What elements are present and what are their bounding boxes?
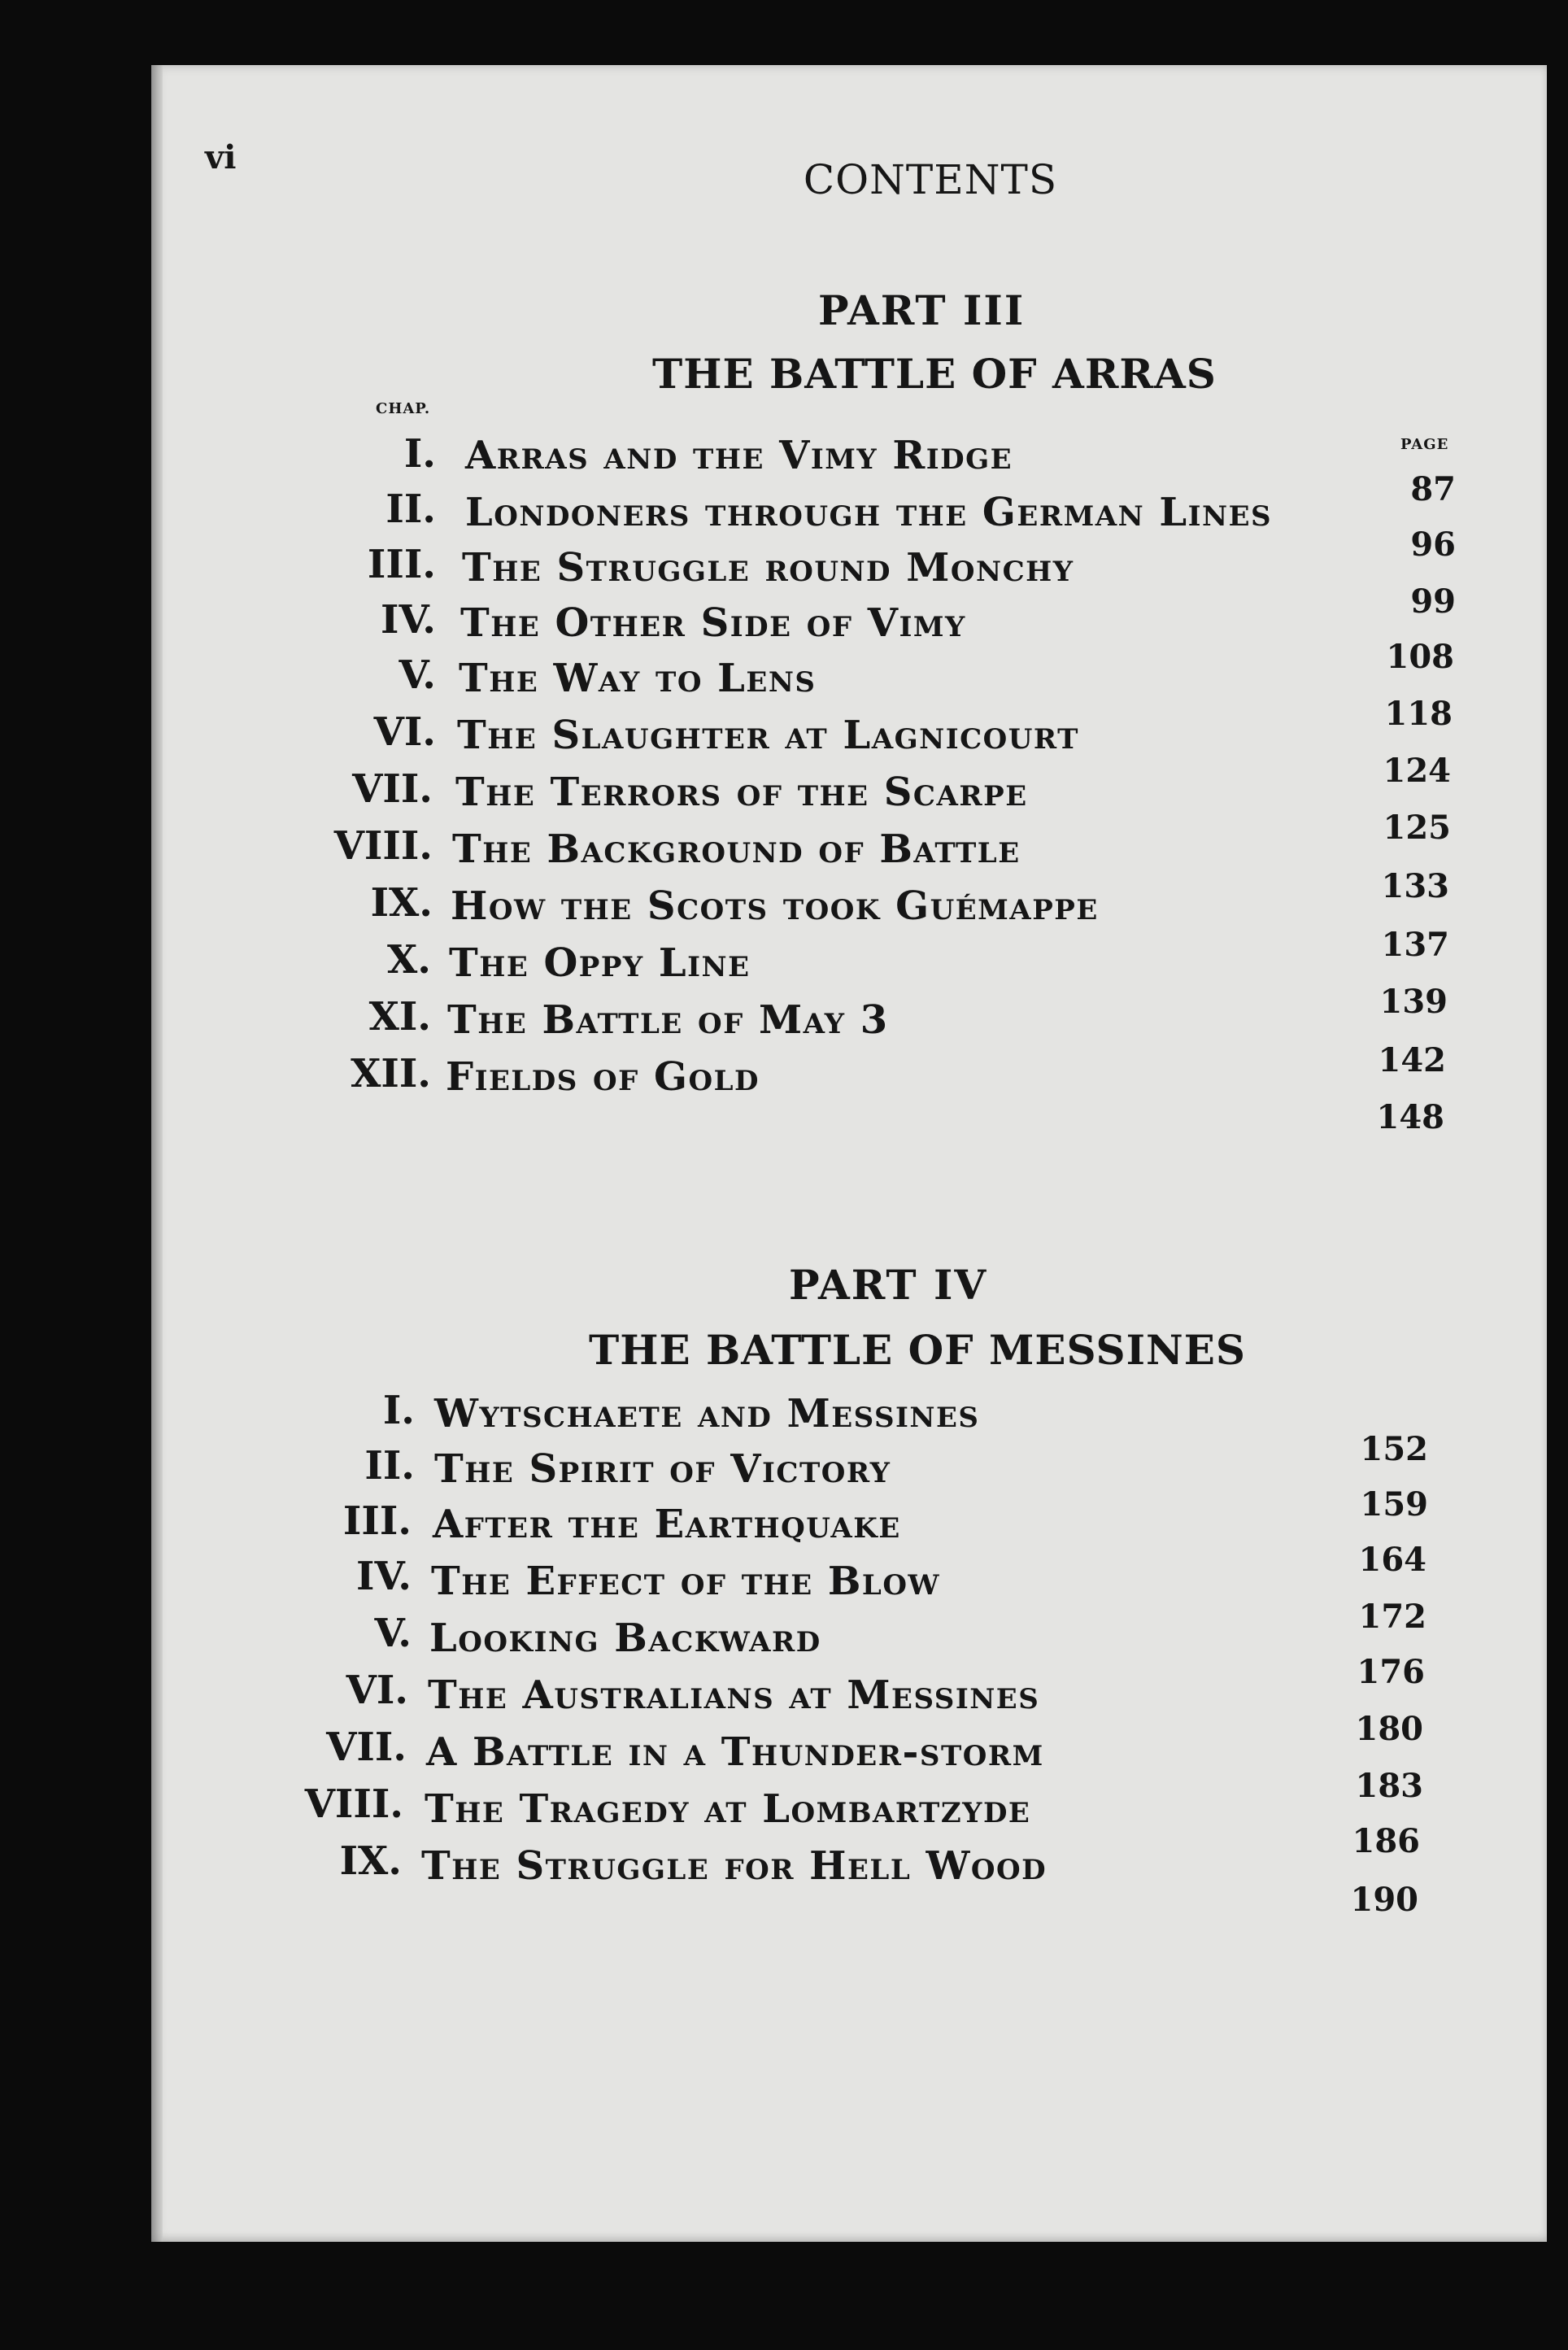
toc-entry [0,597,1568,676]
chapter-number: IV. [380,597,436,643]
chapter-title: Wytschaete and Messines [434,1391,980,1437]
chapter-page: 183 [1355,1767,1423,1805]
chapter-number: V. [374,1611,412,1656]
chapter-title: The Slaughter at Lagnicourt [457,713,1079,758]
chapter-number: IX. [339,1838,402,1884]
chapter-page: 87 [1410,470,1456,508]
chapter-title: The Terrors of the Scarpe [455,770,1028,815]
chapter-title: The Battle of May 3 [447,997,889,1043]
chapter-title: Fields of Gold [446,1054,760,1100]
chapter-page: 142 [1378,1041,1446,1079]
toc-entry [0,1554,1568,1636]
chapter-number: VIII. [304,1781,403,1827]
chapter-page: 125 [1383,809,1451,847]
chapter-page: 133 [1381,867,1449,905]
toc-entry [0,1781,1568,1860]
part-iv-heading: PART IV [789,1261,988,1309]
part-iii-title: THE BATTLE OF ARRAS [652,350,1217,398]
chapter-page: 176 [1357,1653,1425,1691]
chapter-number: IX. [370,880,433,926]
chapter-number: II. [385,486,436,532]
running-head [0,156,1568,203]
chapter-page: 164 [1358,1541,1426,1579]
chapter-page: 99 [1410,582,1456,621]
chapter-page: 190 [1350,1881,1418,1919]
chapter-title: The Effect of the Blow [431,1559,941,1604]
chapter-page: 137 [1381,926,1449,964]
chapter-title: After the Earthquake [433,1502,901,1547]
chapter-number: I. [403,431,436,477]
part-iv-title: THE BATTLE OF MESSINES [589,1326,1246,1374]
chapter-number: I. [382,1388,415,1433]
chapter-page: 108 [1386,638,1454,676]
chapter-number: IV. [355,1554,412,1599]
chapter-number: II. [364,1443,415,1489]
chapter-title: The Way to Lens [459,656,817,701]
chapter-title: Looking Backward [429,1615,821,1661]
chapter-title: The Struggle round Monchy [462,545,1074,591]
chapter-number: III. [342,1498,412,1544]
part-iii-heading: PART III [818,286,1026,334]
chapter-number: VIII. [333,823,433,869]
chapter-page: 139 [1379,983,1448,1021]
chapter-number: VI. [346,1668,408,1713]
chapter-page: 148 [1376,1098,1444,1136]
chapter-title: Londoners through the German Lines [465,490,1273,535]
chapter-page: 124 [1383,752,1451,790]
chapter-title: The Background of Battle [452,826,1021,872]
chapter-page: 172 [1358,1598,1426,1636]
chapter-page: 96 [1410,525,1456,564]
chapter-number: XII. [351,1051,431,1097]
chapter-number: VI. [373,709,436,755]
chapter-number: VII. [352,766,433,812]
chapter-title: The Other Side of Vimy [460,600,966,646]
chapter-title: How the Scots took Guémappe [451,883,1099,929]
chapter-title: The Australians at Messines [428,1672,1040,1718]
chapter-title: Arras and the Vimy Ridge [465,433,1013,478]
chapter-page: 159 [1360,1485,1428,1524]
page-column-label: PAGE [1400,436,1449,453]
chapter-page: 186 [1352,1822,1420,1860]
chapter-number: X. [387,937,431,983]
chapter-title: The Tragedy at Lombartzyde [425,1786,1031,1832]
chapter-title: The Oppy Line [449,940,751,986]
chapter-page: 118 [1384,695,1453,733]
chap-column-label: CHAP. [376,400,431,417]
toc-entry [0,431,1568,508]
running-head-text: CONTENTS [803,156,1058,203]
chapter-title: The Struggle for Hell Wood [421,1843,1048,1889]
page-folio: vi [205,138,237,177]
chapter-title: A Battle in a Thunder-storm [426,1729,1044,1775]
chapter-number: XI. [368,994,431,1040]
chapter-title: The Spirit of Victory [434,1446,891,1492]
chapter-number: V. [399,652,436,698]
chapter-page: 180 [1355,1710,1423,1748]
chapter-page: 152 [1360,1430,1428,1468]
chapter-number: VII. [326,1724,407,1770]
toc-entry [0,1838,1568,1919]
toc-entry [0,1051,1568,1136]
chapter-number: III. [367,542,436,587]
page-gutter-shadow [151,65,163,2242]
toc-entry [0,486,1568,564]
